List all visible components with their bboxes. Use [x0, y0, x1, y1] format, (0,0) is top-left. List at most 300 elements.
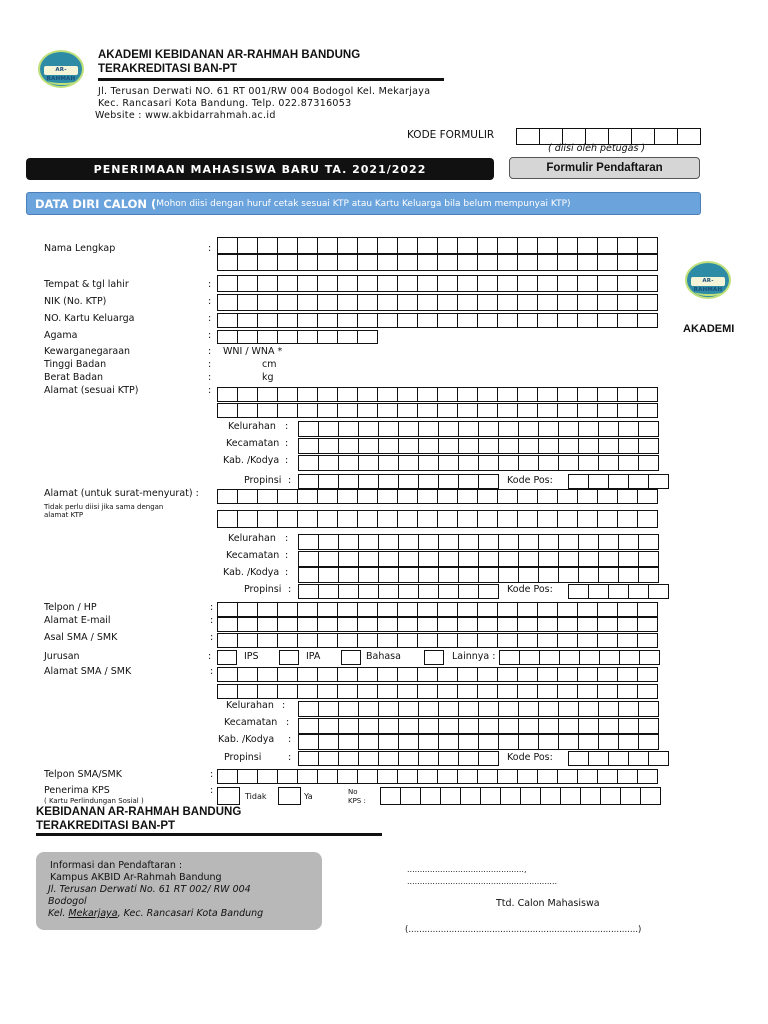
kecamatan-row-2[interactable] — [298, 551, 658, 567]
char-box[interactable] — [358, 474, 379, 489]
char-box[interactable] — [397, 403, 418, 418]
char-box[interactable] — [517, 510, 538, 528]
char-box[interactable] — [497, 294, 518, 311]
char-box[interactable] — [257, 602, 278, 617]
checkbox-bahasa[interactable] — [341, 650, 361, 665]
char-box[interactable] — [417, 489, 438, 504]
char-box[interactable] — [318, 567, 339, 583]
char-box[interactable] — [478, 718, 499, 734]
char-box[interactable] — [418, 567, 439, 583]
char-box[interactable] — [537, 237, 558, 254]
char-box[interactable] — [517, 403, 538, 418]
char-box[interactable] — [217, 684, 238, 699]
char-box[interactable] — [417, 237, 438, 254]
char-box[interactable] — [588, 474, 609, 489]
char-box[interactable] — [518, 718, 539, 734]
char-box[interactable] — [398, 584, 419, 599]
char-box[interactable] — [317, 684, 338, 699]
char-box[interactable] — [537, 313, 558, 328]
char-box[interactable] — [498, 438, 519, 454]
char-box[interactable] — [537, 403, 558, 418]
char-box[interactable] — [257, 313, 278, 328]
alamat-ktp-row-1[interactable] — [217, 387, 657, 402]
char-box[interactable] — [617, 387, 638, 402]
char-box[interactable] — [257, 633, 278, 648]
char-box[interactable] — [277, 387, 298, 402]
char-box[interactable] — [578, 701, 599, 717]
char-box[interactable] — [478, 438, 499, 454]
char-box[interactable] — [237, 510, 258, 528]
char-box[interactable] — [537, 667, 558, 682]
char-box[interactable] — [337, 294, 358, 311]
char-box[interactable] — [517, 313, 538, 328]
char-box[interactable] — [438, 718, 459, 734]
char-box[interactable] — [437, 769, 458, 784]
char-box[interactable] — [577, 313, 598, 328]
char-box[interactable] — [378, 751, 399, 766]
char-box[interactable] — [440, 787, 461, 805]
char-box[interactable] — [457, 313, 478, 328]
char-box[interactable] — [420, 787, 441, 805]
char-box[interactable] — [357, 330, 378, 344]
char-box[interactable] — [497, 237, 518, 254]
char-box[interactable] — [598, 734, 619, 750]
char-box[interactable] — [618, 551, 639, 567]
nik-row[interactable] — [217, 294, 657, 311]
char-box[interactable] — [398, 718, 419, 734]
char-box[interactable] — [538, 455, 559, 471]
char-box[interactable] — [357, 254, 378, 271]
char-box[interactable] — [298, 751, 319, 766]
char-box[interactable] — [460, 787, 481, 805]
char-box[interactable] — [637, 684, 658, 699]
char-box[interactable] — [617, 684, 638, 699]
char-box[interactable] — [480, 787, 501, 805]
char-box[interactable] — [437, 275, 458, 292]
char-box[interactable] — [357, 769, 378, 784]
char-box[interactable] — [597, 489, 618, 504]
char-box[interactable] — [418, 751, 439, 766]
char-box[interactable] — [638, 567, 659, 583]
char-box[interactable] — [577, 617, 598, 632]
char-box[interactable] — [398, 474, 419, 489]
char-box[interactable] — [537, 602, 558, 617]
nama-row-1[interactable] — [217, 237, 657, 254]
char-box[interactable] — [588, 584, 609, 599]
char-box[interactable] — [537, 633, 558, 648]
char-box[interactable] — [637, 237, 658, 254]
char-box[interactable] — [458, 584, 479, 599]
char-box[interactable] — [317, 489, 338, 504]
char-box[interactable] — [357, 633, 378, 648]
char-box[interactable] — [357, 237, 378, 254]
char-box[interactable] — [648, 474, 669, 489]
char-box[interactable] — [518, 438, 539, 454]
char-box[interactable] — [338, 751, 359, 766]
char-box[interactable] — [357, 403, 378, 418]
char-box[interactable] — [457, 294, 478, 311]
char-box[interactable] — [478, 751, 499, 766]
char-box[interactable] — [337, 633, 358, 648]
char-box[interactable] — [297, 633, 318, 648]
char-box[interactable] — [257, 294, 278, 311]
char-box[interactable] — [537, 387, 558, 402]
char-box[interactable] — [378, 701, 399, 717]
char-box[interactable] — [597, 510, 618, 528]
kecamatan-row-3[interactable] — [298, 718, 658, 734]
char-box[interactable] — [617, 294, 638, 311]
char-box[interactable] — [537, 769, 558, 784]
alamat-ktp-row-2[interactable] — [217, 403, 657, 418]
char-box[interactable] — [438, 751, 459, 766]
char-box[interactable] — [438, 701, 459, 717]
char-box[interactable] — [617, 602, 638, 617]
char-box[interactable] — [337, 403, 358, 418]
char-box[interactable] — [377, 387, 398, 402]
char-box[interactable] — [478, 567, 499, 583]
char-box[interactable] — [477, 617, 498, 632]
char-box[interactable] — [637, 313, 658, 328]
char-box[interactable] — [318, 734, 339, 750]
char-box[interactable] — [517, 602, 538, 617]
char-box[interactable] — [217, 254, 238, 271]
char-box[interactable] — [417, 387, 438, 402]
char-box[interactable] — [358, 584, 379, 599]
char-box[interactable] — [537, 275, 558, 292]
char-box[interactable] — [377, 275, 398, 292]
char-box[interactable] — [537, 254, 558, 271]
char-box[interactable] — [617, 667, 638, 682]
char-box[interactable] — [257, 769, 278, 784]
char-box[interactable] — [457, 275, 478, 292]
char-box[interactable] — [338, 455, 359, 471]
char-box[interactable] — [597, 387, 618, 402]
char-box[interactable] — [638, 421, 659, 437]
char-box[interactable] — [338, 584, 359, 599]
char-box[interactable] — [620, 787, 641, 805]
char-box[interactable] — [537, 684, 558, 699]
char-box[interactable] — [437, 237, 458, 254]
char-box[interactable] — [618, 701, 639, 717]
char-box[interactable] — [557, 254, 578, 271]
char-box[interactable] — [497, 769, 518, 784]
char-box[interactable] — [497, 313, 518, 328]
alamat-surat-row-2[interactable] — [217, 510, 657, 528]
char-box[interactable] — [418, 734, 439, 750]
char-box[interactable] — [517, 617, 538, 632]
char-box[interactable] — [377, 617, 398, 632]
char-box[interactable] — [618, 567, 639, 583]
char-box[interactable] — [318, 701, 339, 717]
char-box[interactable] — [257, 387, 278, 402]
char-box[interactable] — [558, 421, 579, 437]
char-box[interactable] — [537, 617, 558, 632]
char-box[interactable] — [637, 510, 658, 528]
char-box[interactable] — [337, 254, 358, 271]
char-box[interactable] — [418, 551, 439, 567]
char-box[interactable] — [317, 330, 338, 344]
char-box[interactable] — [298, 455, 319, 471]
char-box[interactable] — [377, 294, 398, 311]
char-box[interactable] — [378, 421, 399, 437]
char-box[interactable] — [237, 254, 258, 271]
ttl-row[interactable] — [217, 275, 657, 292]
char-box[interactable] — [517, 254, 538, 271]
char-box[interactable] — [217, 633, 238, 648]
char-box[interactable] — [477, 489, 498, 504]
char-box[interactable] — [277, 617, 298, 632]
char-box[interactable] — [438, 421, 459, 437]
propinsi-row-1[interactable] — [298, 474, 498, 489]
char-box[interactable] — [437, 684, 458, 699]
char-box[interactable] — [437, 633, 458, 648]
char-box[interactable] — [398, 551, 419, 567]
char-box[interactable] — [277, 254, 298, 271]
char-box[interactable] — [518, 455, 539, 471]
char-box[interactable] — [557, 617, 578, 632]
char-box[interactable] — [318, 751, 339, 766]
char-box[interactable] — [338, 438, 359, 454]
char-box[interactable] — [639, 650, 660, 665]
char-box[interactable] — [397, 684, 418, 699]
char-box[interactable] — [437, 602, 458, 617]
checkbox-lainnya[interactable] — [424, 650, 444, 665]
char-box[interactable] — [317, 510, 338, 528]
char-box[interactable] — [337, 667, 358, 682]
char-box[interactable] — [578, 534, 599, 550]
char-box[interactable] — [497, 254, 518, 271]
char-box[interactable] — [557, 387, 578, 402]
char-box[interactable] — [277, 294, 298, 311]
char-box[interactable] — [297, 510, 318, 528]
char-box[interactable] — [337, 489, 358, 504]
char-box[interactable] — [638, 534, 659, 550]
char-box[interactable] — [337, 237, 358, 254]
char-box[interactable] — [499, 650, 520, 665]
nama-row-2[interactable] — [217, 254, 657, 271]
char-box[interactable] — [498, 567, 519, 583]
kabkodya-row-3[interactable] — [298, 734, 658, 750]
kelurahan-row-2[interactable] — [298, 534, 658, 550]
char-box[interactable] — [237, 330, 258, 344]
char-box[interactable] — [397, 489, 418, 504]
char-box[interactable] — [518, 567, 539, 583]
char-box[interactable] — [519, 650, 540, 665]
char-box[interactable] — [540, 787, 561, 805]
char-box[interactable] — [297, 684, 318, 699]
char-box[interactable] — [538, 421, 559, 437]
char-box[interactable] — [619, 650, 640, 665]
char-box[interactable] — [618, 455, 639, 471]
checkbox-kps-tidak[interactable] — [217, 787, 240, 805]
char-box[interactable] — [378, 534, 399, 550]
char-box[interactable] — [577, 254, 598, 271]
char-box[interactable] — [358, 438, 379, 454]
char-box[interactable] — [478, 734, 499, 750]
char-box[interactable] — [438, 551, 459, 567]
char-box[interactable] — [557, 510, 578, 528]
char-box[interactable] — [237, 387, 258, 402]
char-box[interactable] — [298, 718, 319, 734]
char-box[interactable] — [297, 602, 318, 617]
char-box[interactable] — [458, 534, 479, 550]
char-box[interactable] — [617, 403, 638, 418]
char-box[interactable] — [628, 474, 649, 489]
char-box[interactable] — [558, 718, 579, 734]
char-box[interactable] — [597, 254, 618, 271]
char-box[interactable] — [317, 387, 338, 402]
char-box[interactable] — [377, 403, 398, 418]
char-box[interactable] — [597, 313, 618, 328]
char-box[interactable] — [417, 617, 438, 632]
char-box[interactable] — [358, 421, 379, 437]
char-box[interactable] — [357, 275, 378, 292]
char-box[interactable] — [358, 455, 379, 471]
char-box[interactable] — [377, 510, 398, 528]
char-box[interactable] — [477, 254, 498, 271]
char-box[interactable] — [497, 602, 518, 617]
char-box[interactable] — [458, 438, 479, 454]
char-box[interactable] — [437, 489, 458, 504]
char-box[interactable] — [520, 787, 541, 805]
char-box[interactable] — [337, 510, 358, 528]
char-box[interactable] — [358, 751, 379, 766]
char-box[interactable] — [357, 387, 378, 402]
char-box[interactable] — [237, 684, 258, 699]
char-box[interactable] — [557, 667, 578, 682]
char-box[interactable] — [597, 275, 618, 292]
char-box[interactable] — [557, 769, 578, 784]
char-box[interactable] — [417, 254, 438, 271]
char-box[interactable] — [517, 387, 538, 402]
char-box[interactable] — [357, 667, 378, 682]
char-box[interactable] — [517, 769, 538, 784]
char-box[interactable] — [337, 769, 358, 784]
char-box[interactable] — [337, 313, 358, 328]
char-box[interactable] — [437, 667, 458, 682]
char-box[interactable] — [338, 551, 359, 567]
alamat-surat-row-1[interactable] — [217, 489, 657, 504]
char-box[interactable] — [477, 633, 498, 648]
char-box[interactable] — [438, 734, 459, 750]
char-box[interactable] — [637, 489, 658, 504]
char-box[interactable] — [217, 403, 238, 418]
char-box[interactable] — [498, 701, 519, 717]
char-box[interactable] — [317, 237, 338, 254]
char-box[interactable] — [337, 330, 358, 344]
char-box[interactable] — [337, 387, 358, 402]
char-box[interactable] — [637, 769, 658, 784]
char-box[interactable] — [477, 387, 498, 402]
char-box[interactable] — [557, 237, 578, 254]
char-box[interactable] — [358, 718, 379, 734]
char-box[interactable] — [400, 787, 421, 805]
char-box[interactable] — [337, 275, 358, 292]
char-box[interactable] — [397, 275, 418, 292]
char-box[interactable] — [597, 617, 618, 632]
char-box[interactable] — [498, 734, 519, 750]
char-box[interactable] — [558, 438, 579, 454]
char-box[interactable] — [497, 489, 518, 504]
char-box[interactable] — [237, 294, 258, 311]
char-box[interactable] — [598, 567, 619, 583]
char-box[interactable] — [358, 551, 379, 567]
char-box[interactable] — [457, 633, 478, 648]
checkbox-kps-ya[interactable] — [278, 787, 301, 805]
char-box[interactable] — [458, 567, 479, 583]
char-box[interactable] — [588, 751, 609, 766]
char-box[interactable] — [317, 667, 338, 682]
char-box[interactable] — [568, 584, 589, 599]
char-box[interactable] — [458, 421, 479, 437]
char-box[interactable] — [617, 510, 638, 528]
char-box[interactable] — [417, 602, 438, 617]
char-box[interactable] — [537, 510, 558, 528]
char-box[interactable] — [237, 633, 258, 648]
char-box[interactable] — [579, 650, 600, 665]
char-box[interactable] — [418, 701, 439, 717]
char-box[interactable] — [297, 294, 318, 311]
char-box[interactable] — [578, 718, 599, 734]
char-box[interactable] — [298, 584, 319, 599]
char-box[interactable] — [458, 701, 479, 717]
char-box[interactable] — [217, 330, 238, 344]
kodepos-row-1[interactable] — [568, 474, 668, 489]
char-box[interactable] — [458, 734, 479, 750]
char-box[interactable] — [517, 489, 538, 504]
char-box[interactable] — [317, 602, 338, 617]
char-box[interactable] — [598, 421, 619, 437]
char-box[interactable] — [317, 275, 338, 292]
char-box[interactable] — [397, 617, 418, 632]
char-box[interactable] — [538, 718, 559, 734]
char-box[interactable] — [438, 567, 459, 583]
char-box[interactable] — [637, 254, 658, 271]
char-box[interactable] — [378, 438, 399, 454]
char-box[interactable] — [558, 455, 579, 471]
char-box[interactable] — [578, 438, 599, 454]
char-box[interactable] — [217, 769, 238, 784]
char-box[interactable] — [597, 684, 618, 699]
char-box[interactable] — [418, 438, 439, 454]
char-box[interactable] — [257, 510, 278, 528]
char-box[interactable] — [398, 734, 419, 750]
char-box[interactable] — [377, 684, 398, 699]
char-box[interactable] — [297, 330, 318, 344]
char-box[interactable] — [617, 254, 638, 271]
char-box[interactable] — [577, 769, 598, 784]
char-box[interactable] — [257, 667, 278, 682]
char-box[interactable] — [377, 769, 398, 784]
char-box[interactable] — [638, 718, 659, 734]
char-box[interactable] — [437, 617, 458, 632]
char-box[interactable] — [357, 313, 378, 328]
agama-row[interactable] — [217, 330, 377, 344]
char-box[interactable] — [477, 602, 498, 617]
char-box[interactable] — [317, 403, 338, 418]
char-box[interactable] — [458, 474, 479, 489]
char-box[interactable] — [257, 617, 278, 632]
char-box[interactable] — [648, 584, 669, 599]
char-box[interactable] — [457, 602, 478, 617]
char-box[interactable] — [537, 489, 558, 504]
char-box[interactable] — [417, 769, 438, 784]
char-box[interactable] — [277, 489, 298, 504]
char-box[interactable] — [418, 455, 439, 471]
char-box[interactable] — [438, 438, 459, 454]
char-box[interactable] — [298, 534, 319, 550]
char-box[interactable] — [628, 751, 649, 766]
